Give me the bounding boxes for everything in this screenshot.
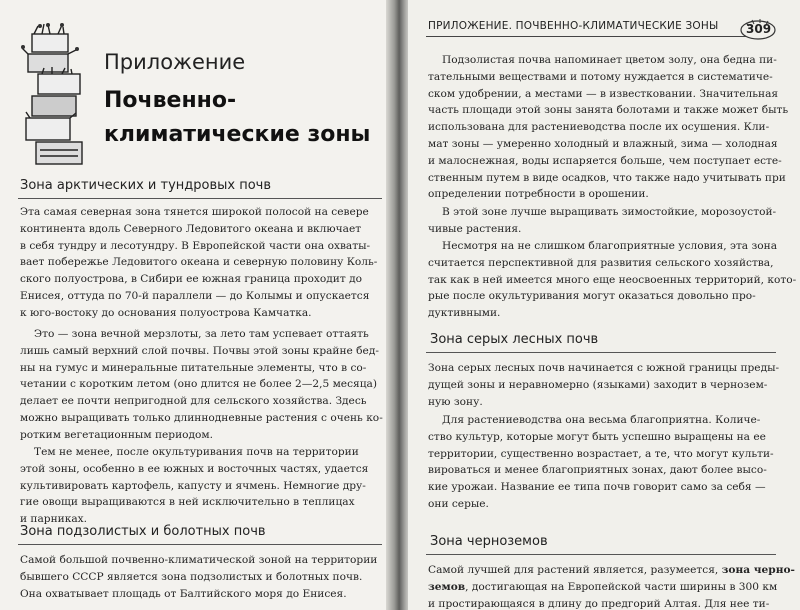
text-line: ротким вегетационным периодом.	[20, 428, 214, 441]
text-line: этой зоны, особенно в ее южных и восточных частях, удается	[20, 462, 369, 475]
page-number: 309	[746, 22, 772, 36]
right-page	[408, 0, 800, 610]
text-line: и простирающаяся в длину до предгорий Алтая. Для нее ти-	[428, 597, 770, 610]
text-line: дуктивными.	[428, 307, 501, 320]
text-line: Она охватывает площадь от Балтийского моря до Енисея.	[20, 587, 347, 600]
text-line: четании с коротким летом (оно длится не более 2—2,5 месяца)	[20, 378, 377, 391]
text-line: Самой большой почвенно-климатической зоной на территории	[20, 554, 378, 566]
text-line	[428, 562, 795, 579]
text-line: ственным путем в виде осадков, что также надо учитывать при	[428, 171, 786, 184]
text-line: Эта самая северная зона тянется широкой полосой на севере	[20, 206, 369, 218]
text-run: Самой лучшей для растений является, разумеется,	[428, 564, 719, 576]
text-line: Несмотря на не слишком благоприятные условия, эта зона	[442, 240, 778, 252]
text-line: Это — зона вечной мерзлоты, за лето там успевает оттаять	[34, 328, 369, 340]
text-line: считается перспективной для развития сельского хозяйства,	[428, 256, 774, 269]
chapter-title-line: Почвенно-	[104, 88, 237, 113]
running-head-rule	[426, 36, 746, 37]
text-line: они серые.	[428, 497, 489, 510]
section-rule	[18, 198, 382, 199]
text-line: чивые растения.	[428, 222, 522, 235]
text-line: тательными веществами и потому нуждается в систематиче-	[428, 70, 773, 83]
text-line: лишь самый верхний слой почвы. Почвы этой зоны крайне бед-	[20, 344, 379, 357]
paragraph	[20, 204, 377, 322]
text-line: гие овощи выращиваются в ней исключительно в теплицах	[20, 496, 355, 509]
section-heading-chernozem: Зона черноземов	[430, 534, 548, 549]
text-line: мат зоны — умеренно холодный и влажный, зима — холодная	[428, 137, 778, 150]
section-heading-gray-forest: Зона серых лесных почв	[430, 332, 599, 347]
text-line: Для растениеводства она весьма благоприятна. Количе-	[442, 414, 761, 426]
paragraph	[428, 204, 776, 238]
text-line: ство культур, которые могут быть успешно выращены на ее	[428, 430, 766, 443]
text-line: так как в ней имеется много еще неосвоенных территорий, кото-	[428, 273, 797, 286]
text-line: в себя тундру и лесотундру. В Европейской части она охваты-	[20, 239, 371, 252]
text-line: ны на гумус и минеральные питательные элементы, что в со-	[20, 361, 367, 374]
text-line: ском удобрении, а местами — в известковании. Значительная	[428, 87, 779, 100]
stacked-seedling-boxes-illustration	[18, 20, 90, 170]
section-rule	[426, 352, 776, 353]
text-line: использована для растениеводства после их осушения. Кли-	[428, 121, 770, 134]
bold-term: зона черно-	[721, 564, 795, 576]
paragraph	[428, 412, 774, 513]
text-run: , достигающая на Европейской части ширины в 300 км	[465, 580, 778, 593]
text-line: к юго-востоку до основания полуострова Камчатка.	[20, 306, 312, 319]
text-line: бывшего СССР является зона подзолистых и болотных почв.	[20, 570, 363, 583]
paragraph	[428, 238, 796, 322]
text-line: Тем не менее, после окультуривания почв на территории	[34, 446, 359, 458]
text-line: В этой зоне лучше выращивать зимостойкие, морозоустой-	[442, 206, 777, 218]
text-line: вает побережье Ледовитого океана и северную половину Коль-	[20, 256, 378, 269]
paragraph	[20, 444, 368, 528]
chapter-title-line: климатические зоны	[104, 122, 371, 147]
text-line: дущей зоны и неравномерно (языками) заходит в чернозем-	[428, 378, 768, 391]
text-line: континента вдоль Северного Ледовитого океана и включает	[20, 222, 362, 235]
appendix-label: Приложение	[104, 50, 246, 74]
text-line: Зона серых лесных почв начинается с южной границы преды-	[428, 362, 780, 374]
section-rule	[426, 554, 776, 555]
paragraph	[20, 326, 383, 444]
text-line: определении потребности в орошении.	[428, 188, 649, 201]
left-page	[0, 0, 390, 610]
section-rule	[18, 544, 382, 545]
text-line	[428, 579, 795, 596]
text-line: часть площади этой зоны занята болотами и также может быть	[428, 104, 789, 117]
text-line: и парниках.	[20, 513, 87, 526]
text-line: Подзолистая почва напоминает цветом золу, она бедна пи-	[442, 54, 777, 66]
text-line: рые после окультуривания могут оказаться довольно про-	[428, 290, 756, 303]
text-line: кие урожаи. Название ее типа почв говорит само за себя —	[428, 481, 766, 494]
section-heading-arctic: Зона арктических и тундровых почв	[20, 178, 272, 193]
text-line: и малоснежная, воды испаряется больше, чем поступает есте-	[428, 154, 782, 167]
paragraph	[428, 360, 779, 410]
text-line: Енисея, оттуда по 70-й параллели — до Колымы и опускается	[20, 289, 370, 302]
book-gutter	[386, 0, 410, 610]
text-line: культивировать картофель, капусту и ячмень. Немногие дру-	[20, 479, 366, 492]
text-line: делает ее почти непригодной для сельского хозяйства. Здесь	[20, 395, 367, 408]
paragraph	[428, 52, 788, 203]
paragraph	[20, 552, 377, 602]
paragraph	[428, 562, 795, 610]
section-heading-podzol: Зона подзолистых и болотных почв	[20, 524, 266, 539]
text-line: территории, существенно возрастает, а те, что могут культи-	[428, 447, 774, 460]
bold-term: земов	[428, 580, 466, 593]
chapter-title	[104, 84, 370, 152]
running-head: ПРИЛОЖЕНИЕ. ПОЧВЕННО-КЛИМАТИЧЕСКИЕ ЗОНЫ	[428, 20, 719, 32]
text-line: вироваться и менее благоприятных зонах, дают более высо-	[428, 464, 767, 477]
text-line: можно выращивать только длиннодневные растения с очень ко-	[20, 411, 383, 424]
text-line: ского полуострова, в Сибири ее южная граница проходит до	[20, 273, 362, 286]
text-line: ную зону.	[428, 395, 483, 408]
